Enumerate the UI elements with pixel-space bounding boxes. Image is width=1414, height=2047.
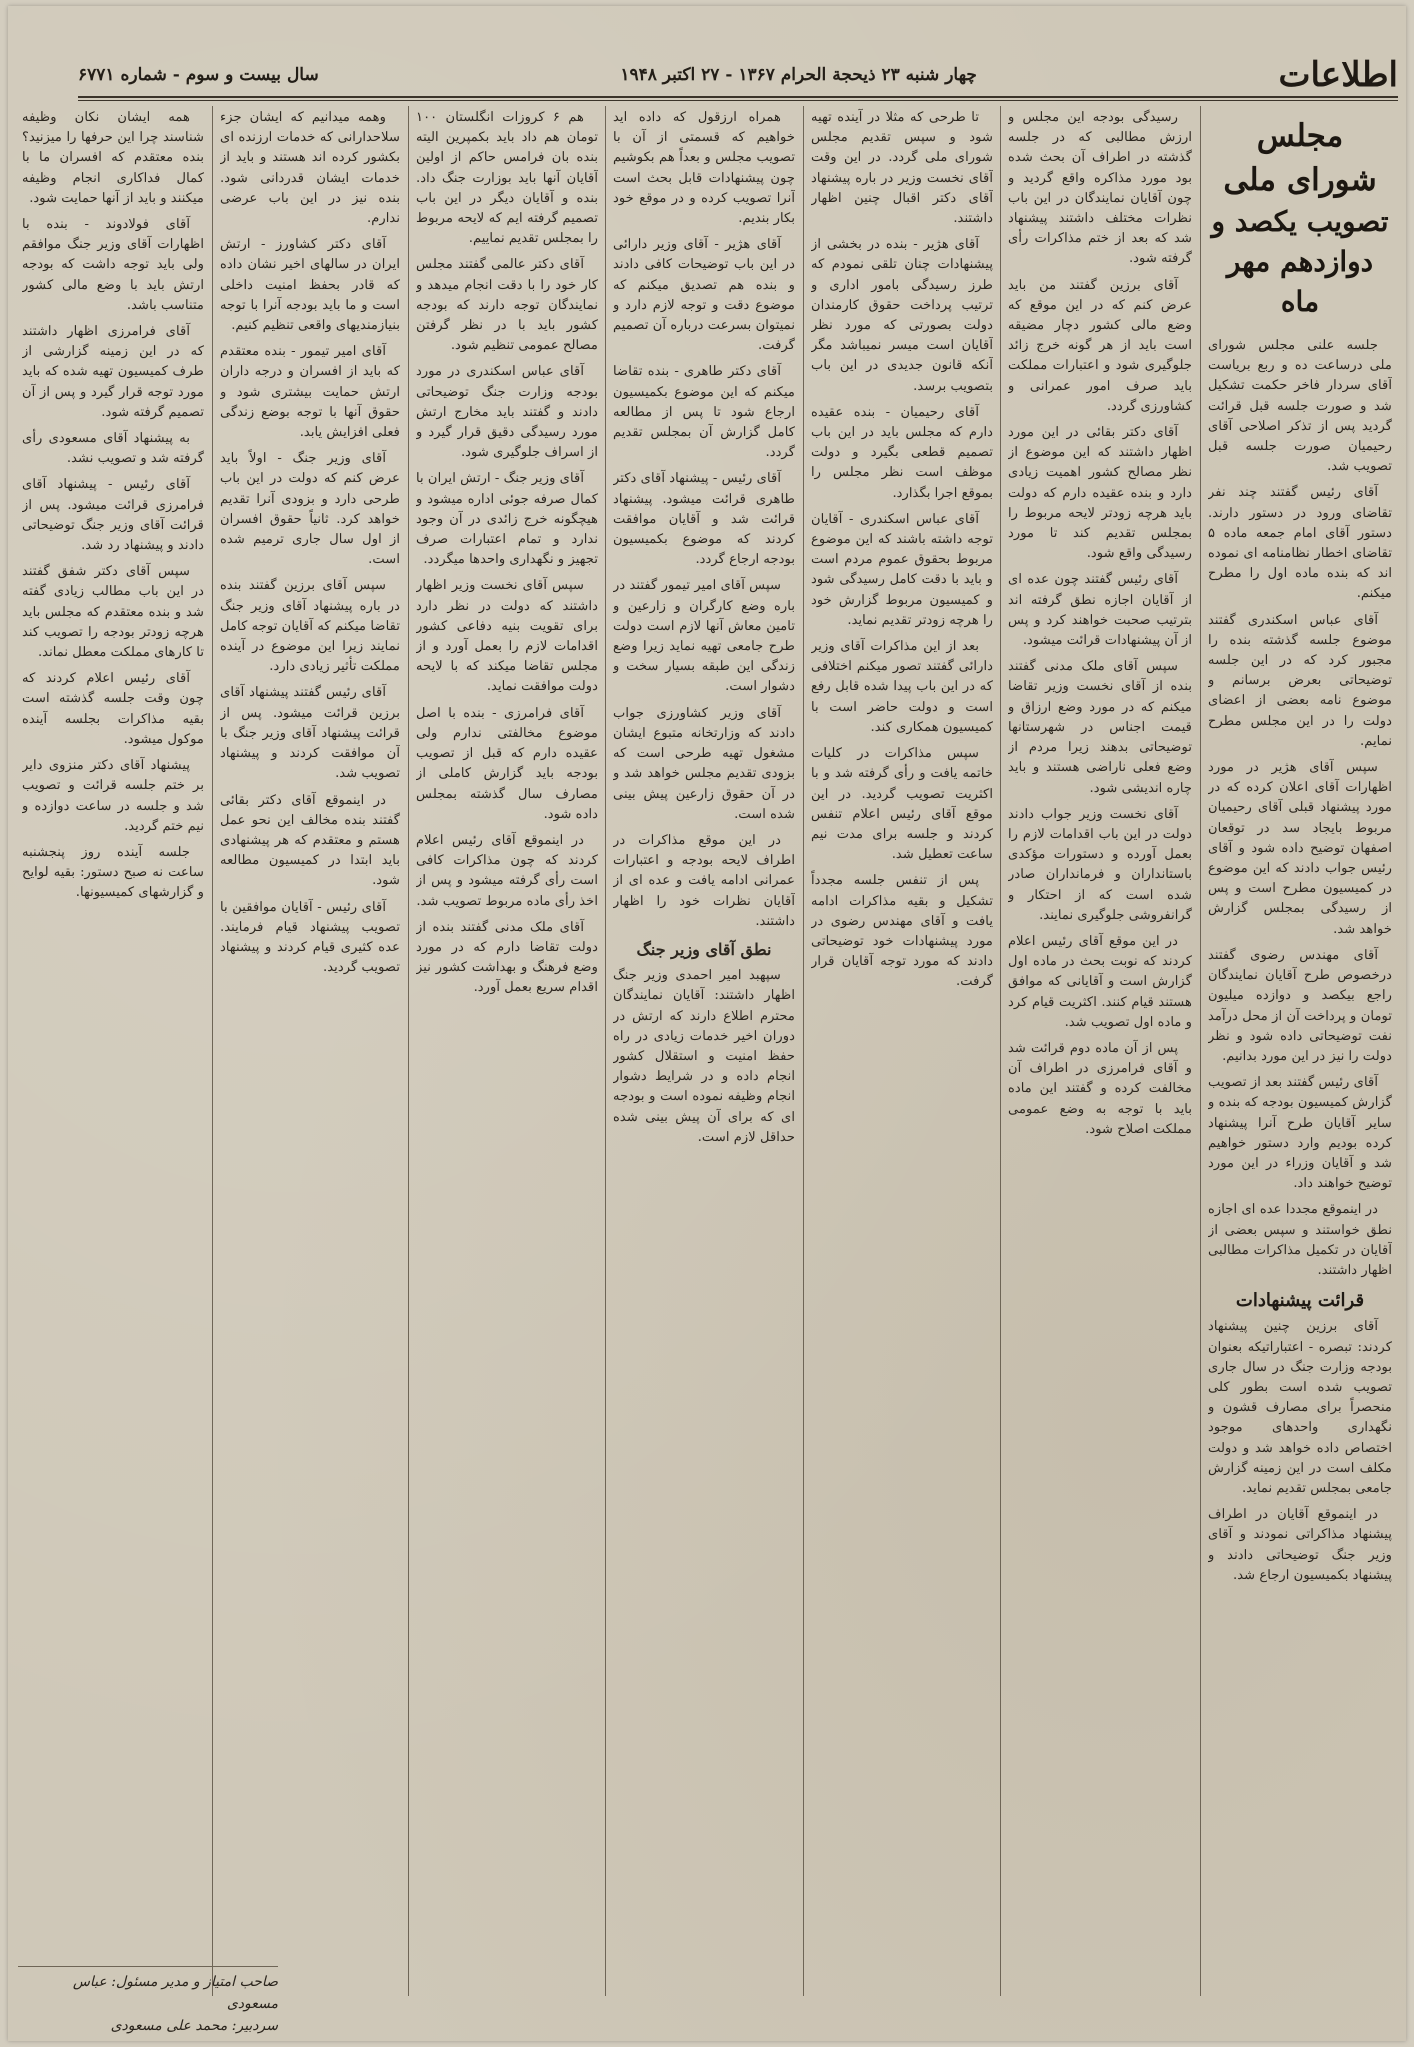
article-paragraph: جلسه آینده روز پنجشنبه ساعت نه صبح دستور: بقیه لوایح و گزارشهای کمیسیونها. [22, 844, 204, 901]
article-paragraph: سپس آقای دکتر شفق گفتند در این باب مطالب زیادی گفته شد و بنده معتقدم که مجلس باید هرچه زودتر بودجه را تصویب کند تا کارهای مملکت معطل نماند. [22, 564, 204, 661]
column-divider [408, 106, 409, 1996]
article-paragraph: آقای برزین گفتند من باید عرض کنم که در این موقع که وضع مالی کشور دچار مضیقه است باید از هر گونه خرج زائد جلوگیری شود و اعتبارات مملکت باید صرف امور عمرانی و کشاورزی گردد. [1008, 277, 1192, 414]
publisher-credits [18, 1966, 278, 2034]
column-3-body [811, 108, 993, 993]
subhead-proposals: قرائت پیشنهادات [1235, 1290, 1365, 1312]
article-paragraph: آقای برزین چنین پیشنهاد کردند: تبصره - اعتباراتیکه بعنوان بودجه وزارت جنگ در سال جاری تصویب شده است بطور کلی منحصراً برای مصارف قشون و نگهداری واحدهای موجود اختصاص داده خواهد شد و دولت مکلف است در این زمینه گزارش جامعی بمجلس تقدیم نماید. [1208, 1319, 1392, 1496]
article-paragraph: در اینموقع مجددا عده ای اجازه نطق خواستند و سپس بعضی از آقایان در تکمیل مذاکرات مطالبی اظهار داشتند. [1208, 1202, 1392, 1278]
article-paragraph: آقای رئیس - پیشنهاد آقای دکتر طاهری قرائت میشود. پیشنهاد قرائت شد و آقایان موافقت کردند که موضوع بکمیسیون بودجه ارجاع گردد. [613, 471, 795, 568]
article-paragraph: آقای رحیمیان - بنده عقیده دارم که مجلس باید در این باب تصمیم قطعی بگیرد و دولت موظف است نظر مجلس را بموقع اجرا بگذارد. [811, 404, 993, 501]
article-paragraph: جلسه علنی مجلس شورای ملی درساعت ده و ربع بریاست آقای سردار فاخر حکمت تشکیل شد و صورت جلسه قبل قرائت گردید پس از تذکر اصلاحی آقای رحیمیان صورت جلسه قبل تصویب شد. [1208, 338, 1392, 475]
article-paragraph: تا طرحی که مثلا در آینده تهیه شود و سپس تقدیم مجلس شورای ملی گردد. در این وقت آقای نخست وزیر در باره پیشنهاد آقای دکتر اقبال چنین اظهار داشتند. [811, 110, 993, 227]
article-paragraph: آقای هژیر - بنده در بخشی از پیشنهادات چنان تلقی نمودم که طرز رسیدگی بامور اداری و ترتیب پرداخت حقوق کارمندان دولت بصورتی که مورد نظر آقایان است میسر نمیباشد مگر آنکه قانون جدیدی در این باب بتصویب برسد. [811, 237, 993, 394]
lead-headline [1208, 114, 1392, 322]
article-paragraph: سپس آقای برزین گفتند بنده در باره پیشنهاد آقای وزیر جنگ تقاضا میکنم که آقایان توجه کامل نمایند زیرا این موضوع در آینده مملکت تأثیر زیادی دارد. [220, 578, 400, 675]
column-6-body [220, 108, 400, 978]
issue-number: سال بیست و سوم - شماره ۶۷۷۱ [78, 65, 319, 85]
publisher-line: صاحب امتیاز و مدیر مسئول: عباس مسعودی [72, 1974, 278, 2012]
article-paragraph: آقای دکتر بقائی در این مورد اظهار داشتند که این موضوع از نظر مصالح کشور اهمیت زیادی دارد و بنده عقیده دارم که دولت باید هرچه زودتر لایحه مربوط را بمجلس تقدیم کند تا مورد رسیدگی واقع شود. [1008, 425, 1192, 562]
article-paragraph: پیشنهاد آقای دکتر منزوی دایر بر ختم جلسه قرائت و تصویب شد و جلسه در ساعت دوازده و نیم ختم گردید. [22, 758, 204, 834]
article-paragraph: سپس آقای هژیر در مورد اظهارات آقای اعلان کرده که در مورد پیشنهاد قبلی آقای رحیمیان مربوط بایجاد سد در توقعان اصفهان توضیح داده شود و آقای رئیس جواب دادند که این موضوع در کمیسیون مطرح است و پس از رسیدگی بمجلس گزارش خواهد شد. [1208, 760, 1392, 937]
article-paragraph: آقای دکتر عالمی گفتند مجلس کار خود را با دقت انجام میدهد و نمایندگان توجه دارند که بودجه کشور باید با در نظر گرفتن مصالح عمومی تنظیم شود. [416, 257, 598, 354]
header-rule [78, 100, 1398, 101]
article-paragraph: آقای فرامرزی - بنده با اصل موضوع مخالفتی ندارم ولی عقیده دارم که قبل از تصویب بودجه باید گزارش کاملی از مصارف سال گذشته بمجلس داده شود. [416, 705, 598, 822]
dateline: چهار شنبه ۲۳ ذیحجة الحرام ۱۳۶۷ - ۲۷ اکتبر ۱۹۴۸ [620, 65, 977, 85]
column-4 [613, 108, 795, 2008]
article-paragraph: آقای مهندس رضوی گفتند درخصوص طرح آقایان نمایندگان راجع بیکصد و دوازده میلیون تومان و پرداخت آن از محل درآمد نفت توضیحاتی داده شود و نظر دولت را نیز در این مورد بدانیم. [1208, 947, 1392, 1064]
column-2 [1008, 108, 1192, 2008]
article-paragraph: سپهبد امیر احمدی وزیر جنگ اظهار داشتند: آقایان نمایندگان محترم اطلاع دارند که ارتش در دوران اخیر خدمات زیادی در راه حفظ امنیت و استقلال کشور انجام داده و در شرایط دشوار انجام وظیفه نموده است و بودجه ای که برای آن پیش بینی شده حداقل لازم است. [613, 968, 795, 1145]
column-5 [416, 108, 598, 2008]
column-7 [22, 108, 204, 1948]
article-paragraph: هم ۶ کروزات انگلستان ۱۰۰ تومان هم داد باید بکمپرین الیته بنده بان فرامس حاکم از اولین آقایان آنها باید بوزارت جنگ داد. بنده و آقایان دیگر در این باب تصمیم گرفته ایم که لایحه مربوط را بمجلس تقدیم نماییم. [416, 110, 598, 247]
article-paragraph: آقای رئیس - پیشنهاد آقای فرامرزی قرائت میشود. پس از قرائت آقای وزیر جنگ توضیحاتی دادند و پیشنهاد رد شد. [22, 477, 204, 554]
article-paragraph: در این موقع مذاکرات در اطراف لایحه بودجه و اعتبارات عمرانی ادامه یافت و عده ای از آقایان نظرات خود را اظهار داشتند. [613, 832, 795, 929]
article-paragraph: در اینموقع آقایان در اطراف پیشنهاد مذاکراتی نمودند و آقای وزیر جنگ توضیحاتی دادند و پیشنهاد بکمیسیون ارجاع شد. [1208, 1507, 1392, 1583]
headline-primary: مجلس شورای ملی [1223, 118, 1377, 198]
article-paragraph: آقای وزیر کشاورزی جواب دادند که وزارتخانه متبوع ایشان مشغول تهیه طرحی است که بزودی تقدیم مجلس خواهد شد و در آن حقوق زارعین پیش بینی شده است. [613, 705, 795, 822]
article-paragraph: به پیشنهاد آقای مسعودی رأی گرفته شد و تصویب نشد. [22, 431, 204, 467]
article-paragraph: آقای عباس اسکندری در مورد بودجه وزارت جنگ توضیحاتی دادند و گفتند باید مخارج ارتش مورد رسیدگی دقیق قرار گیرد و از اسراف جلوگیری شود. [416, 364, 598, 461]
column-divider [605, 106, 606, 1996]
article-paragraph: آقای ملک مدنی گفتند بنده از دولت تقاضا دارم که در مورد وضع فرهنگ و بهداشت کشور نیز اقدام سریع بعمل آورد. [416, 919, 598, 996]
column-divider [1200, 106, 1201, 1996]
article-paragraph: همه ایشان نکان وظیفه شناسند چرا این حرفها را میزنید؟ بنده معتقدم که افسران ما با کمال فداکاری انجام وظیفه میکنند و باید از آنها حمایت شود. [22, 110, 204, 206]
article-paragraph: آقای رئیس گفتند چند نفر تقاضای ورود در دستور دارند. دستور آقای امام جمعه ماده ۵ تقاضای اخطار نظامنامه ای نموده اند که بنده ماده اول را مطرح میکنم. [1208, 485, 1392, 602]
article-paragraph: آقای رئیس - آقایان موافقین با تصویب پیشنهاد قیام فرمایند. عده کثیری قیام کردند و پیشنهاد تصویب گردید. [220, 899, 400, 976]
article-paragraph: آقای عباس اسکندری - آقایان توجه داشته باشند که این موضوع مربوط بحقوق عموم مردم است و باید با دقت کامل رسیدگی شود و کمیسیون مربوط گزارش خود را هرچه زودتر تقدیم نماید. [811, 511, 993, 628]
column-1 [1208, 108, 1392, 2008]
article-paragraph: آقای نخست وزیر جواب دادند دولت در این باب اقدامات لازم را بعمل آورده و دستورات مؤکدی باستانداران و فرمانداران صادر شده است که از احتکار و گرانفروشی جلوگیری نمایند. [1008, 806, 1192, 923]
article-paragraph: آقای عباس اسکندری گفتند موضوع جلسه گذشته بنده را مجبور کرد که در این جلسه توضیحاتی بعرض برسانم و موضوع نامه بعضی از اعضای دولت را در این مجلس مطرح نمایم. [1208, 612, 1392, 749]
article-paragraph: سپس مذاکرات در کلیات خاتمه یافت و رأی گرفته شد و با اکثریت تصویب گردید. در این موقع آقای رئیس اعلام تنفس کردند و جلسه برای مدت نیم ساعت تعطیل شد. [811, 746, 993, 863]
article-paragraph: آقای رئیس اعلام کردند که چون وقت جلسه گذشته است بقیه مذاکرات بجلسه آینده موکول میشود. [22, 671, 204, 747]
article-paragraph: آقای وزیر جنگ - اولاً باید عرض کنم که دولت در این باب طرحی دارد و بزودی آنرا تقدیم خواهد کرد. ثانیاً حقوق افسران از اول سال جاری ترمیم شده است. [220, 451, 400, 568]
article-paragraph: آقای امیر تیمور - بنده معتقدم که باید از افسران و درجه داران ارتش حمایت بیشتری شود و حقوق آنها با توجه بوضع زندگی فعلی افزایش یابد. [220, 344, 400, 441]
column-divider [212, 106, 213, 1996]
article-paragraph: آقای فولادوند - بنده با اظهارات آقای وزیر جنگ موافقم ولی باید توجه داشت که بودجه ارتش باید با وضع مالی کشور متناسب باشد. [22, 217, 204, 313]
article-paragraph: آقای دکتر طاهری - بنده تقاضا میکنم که این موضوع بکمیسیون ارجاع شود تا پس از مطالعه کامل گزارش آن بمجلس تقدیم گردد. [613, 364, 795, 461]
masthead-bar [78, 54, 1398, 98]
article-paragraph: در این موقع آقای رئیس اعلام کردند که نوبت بحث در ماده اول گزارش است و آقایانی که موافق هستند قیام کنند. اکثریت قیام کرد و ماده اول تصویب شد. [1008, 933, 1192, 1030]
article-paragraph: پس از آن ماده دوم قرائت شد و آقای فرامرزی در اطراف آن مخالفت کرده و گفتند این ماده باید با توجه به وضع عمومی مملکت اصلاح شود. [1008, 1040, 1192, 1137]
article-paragraph: سپس آقای ملک مدنی گفتند بنده از آقای نخست وزیر تقاضا میکنم که در مورد وضع ارزاق و قیمت اجناس در شهرستانها توضیحاتی بدهند زیرا مردم از وضع فعلی ناراضی هستند و باید چاره اندیشی شود. [1008, 659, 1192, 796]
column-7-body [22, 108, 204, 904]
column-6 [220, 108, 400, 2008]
article-paragraph: آقای وزیر جنگ - ارتش ایران با کمال صرفه جوئی اداره میشود و هیچگونه خرج زائدی در آن وجود ندارد و تمام اعتبارات صرف تجهیز و نگهداری واحدها میگردد. [416, 471, 598, 568]
article-paragraph: پس از تنفس جلسه مجدداً تشکیل و بقیه مذاکرات ادامه یافت و آقای مهندس رضوی در مورد پیشنهادات خود توضیحاتی دادند که مورد توجه آقایان قرار گرفت. [811, 873, 993, 990]
article-paragraph: سپس آقای نخست وزیر اظهار داشتند که دولت در نظر دارد برای تقویت بنیه دفاعی کشور اقدامات لازم را بعمل آورد و از مجلس تقاضا میکند که با لایحه دولت موافقت نماید. [416, 578, 598, 695]
column-4-body-after [613, 966, 795, 1148]
editor-line: سردبیر: محمد علی مسعودی [110, 2018, 278, 2034]
column-divider [803, 106, 804, 1996]
article-paragraph: آقای رئیس گفتند چون عده ای از آقایان اجازه نطق گرفته اند بترتیب صحبت خواهند کرد و پس از آن پیشنهادات قرائت میشود. [1008, 572, 1192, 649]
newspaper-page [8, 6, 1406, 2041]
headline-secondary: تصویب یکصد و دوازدهم مهر ماه [1211, 205, 1389, 318]
column-4-body [613, 108, 795, 932]
column-1-body-after [1208, 1317, 1392, 1586]
article-paragraph: سپس آقای امیر تیمور گفتند در باره وضع کارگران و زارعین و تامین معاش آنها لازم است دولت طرح جامعی تهیه نماید زیرا وضع زندگی این طبقه بسیار سخت و دشوار است. [613, 578, 795, 695]
subhead-war-minister-speech: نطق آقای وزیر جنگ [636, 939, 772, 959]
article-paragraph: در اینموقع آقای دکتر بقائی گفتند بنده مخالف این نحو عمل هستم و معتقدم که هر پیشنهادی باید ابتدا در کمیسیون مطالعه شود. [220, 792, 400, 889]
column-divider [1000, 106, 1001, 1996]
article-paragraph: آقای دکتر کشاورز - ارتش ایران در سالهای اخیر نشان داده که قادر بحفظ امنیت داخلی است و ما باید بودجه آنرا با توجه بنیازمندیهای واقعی تنظیم کنیم. [220, 237, 400, 334]
column-3 [811, 108, 993, 2008]
column-1-body [1208, 336, 1392, 1281]
article-paragraph: آقای فرامرزی اظهار داشتند که در این زمینه گزارشی از طرف کمیسیون تهیه شده که باید مورد توجه قرار گیرد و پس از آن تصمیم گرفته شود. [22, 324, 204, 420]
article-paragraph: آقای هژیر - آقای وزیر دارائی در این باب توضیحات کافی دادند و بنده هم تصدیق میکنم که موضوع دقت و توجه لازم دارد و نمیتوان بسرعت درباره آن تصمیم گرفت. [613, 237, 795, 354]
masthead-title: اطلاعات [1278, 55, 1398, 95]
article-paragraph: آقای رئیس گفتند پیشنهاد آقای برزین قرائت میشود. پس از قرائت پیشنهاد آقای وزیر جنگ با آن موافقت کردند و پیشنهاد تصویب شد. [220, 685, 400, 782]
article-paragraph: بعد از این مذاکرات آقای وزیر دارائی گفتند تصور میکنم اختلافی که در این باب پیدا شده قابل رفع است و دولت حاضر است با کمیسیون همکاری کند. [811, 639, 993, 735]
article-paragraph: همراه ارزقول که داده اید خواهیم که قسمتی از آن با تصویب مجلس و بعداً هم بکوشیم چون پیشنهادات قابل بحث است آنرا تصویب کرده و در موقع خود بکار بندیم. [613, 110, 795, 227]
article-paragraph: آقای رئیس گفتند بعد از تصویب گزارش کمیسیون بودجه که بنده و سایر آقایان طرح آنرا پیشنهاد کرده بودیم وارد دستور خواهیم شد و آقایان وزراء در این مورد توضیح خواهند داد. [1208, 1075, 1392, 1192]
article-paragraph: در اینموقع آقای رئیس اعلام کردند که چون مذاکرات کافی است رأی گرفته میشود و پس از اخذ رأی ماده مربوط تصویب شد. [416, 832, 598, 909]
article-paragraph: وهمه میدانیم که ایشان جزء سلاحدارانی که خدمات ارزنده ای بکشور کرده اند هستند و باید از خدمات ایشان قدردانی شود. بنده نیز در این باب عرضی ندارم. [220, 110, 400, 227]
column-5-body [416, 108, 598, 999]
article-paragraph: رسیدگی بودجه این مجلس و ارزش مطالبی که در جلسه گذشته در اطراف آن بحث شده بود مورد مذاکره واقع گردید و چون آقایان نمایندگان در این باب نظرات مختلف داشتند پیشنهاد شد که بعد از ختم مذاکرات رأی گرفته شود. [1008, 110, 1192, 267]
column-2-body [1008, 108, 1192, 1140]
